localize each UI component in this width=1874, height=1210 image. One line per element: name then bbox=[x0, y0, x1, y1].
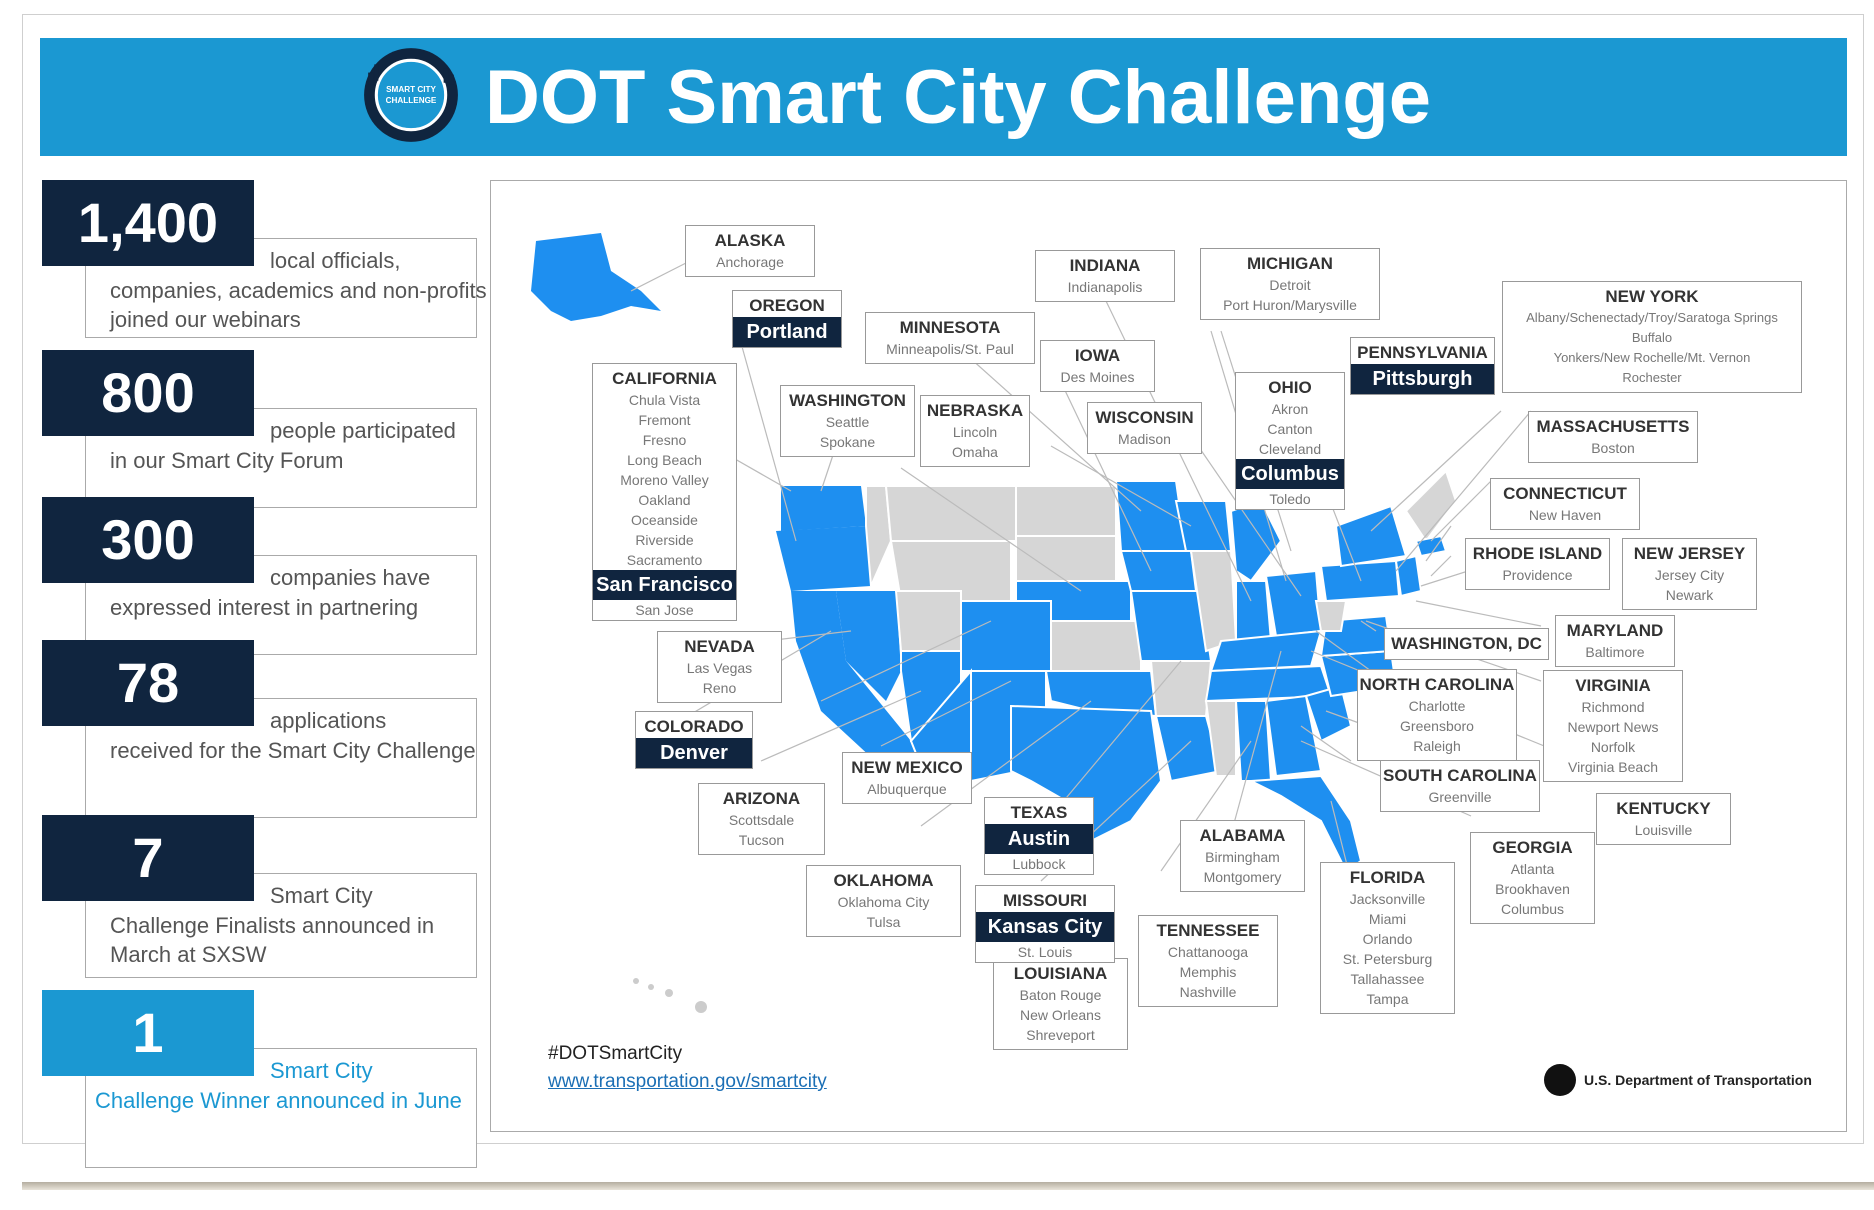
state-label-new-mexico bbox=[842, 752, 972, 804]
state-label-arizona bbox=[698, 783, 825, 855]
state-label-colorado bbox=[635, 711, 753, 769]
state-name: RHODE ISLAND bbox=[1472, 544, 1603, 563]
city-name: Baltimore bbox=[1585, 644, 1645, 660]
state-label-iowa bbox=[1040, 340, 1155, 392]
city-name: Scottsdale bbox=[728, 812, 795, 828]
city-name: Moreno Valley bbox=[620, 472, 709, 488]
state-label-washington bbox=[780, 385, 915, 457]
finalist-city: San Francisco bbox=[593, 570, 736, 600]
state-name: NEW YORK bbox=[1605, 287, 1699, 306]
city-name: Atlanta bbox=[1510, 861, 1555, 877]
city-name: Montgomery bbox=[1203, 869, 1282, 885]
agency-name: U.S. Department of Transportation bbox=[1584, 1072, 1812, 1088]
stat-text-rest: expressed interest in partnering bbox=[110, 595, 419, 620]
state-label-missouri bbox=[975, 885, 1115, 963]
state-name: GEORGIA bbox=[1492, 838, 1573, 857]
stat-number: 1,400 bbox=[42, 180, 254, 266]
city-name: Tulsa bbox=[866, 914, 901, 930]
city-name: Yonkers/New Rochelle/Mt. Vernon bbox=[1553, 350, 1751, 365]
state-label-california bbox=[592, 363, 737, 621]
state-name: MINNESOTA bbox=[899, 318, 1001, 337]
city-name: Detroit bbox=[1269, 277, 1311, 293]
state-name: TEXAS bbox=[1010, 803, 1068, 822]
city-name: Toledo bbox=[1269, 491, 1311, 507]
city-name: Akron bbox=[1271, 401, 1309, 417]
city-name: Spokane bbox=[819, 434, 876, 450]
city-name: Baton Rouge bbox=[1019, 987, 1102, 1003]
city-name: St. Louis bbox=[1017, 944, 1073, 960]
state-name: INDIANA bbox=[1069, 256, 1141, 275]
hawaii-shape bbox=[633, 978, 707, 1013]
state-name: OREGON bbox=[749, 296, 825, 315]
city-name: Brookhaven bbox=[1495, 881, 1570, 897]
city-name: Charlotte bbox=[1408, 698, 1466, 714]
finalist-city: Columbus bbox=[1236, 459, 1344, 489]
city-name: San Jose bbox=[635, 602, 694, 618]
city-name: Reno bbox=[702, 680, 737, 696]
stat-text-first: applications bbox=[270, 708, 387, 733]
city-name: Oklahoma City bbox=[837, 894, 930, 910]
city-name: Long Beach bbox=[627, 452, 702, 468]
city-name: Newport News bbox=[1567, 719, 1659, 735]
page-title: DOT Smart City Challenge bbox=[485, 55, 1431, 140]
city-name: Nashville bbox=[1179, 984, 1237, 1000]
state-label-connecticut bbox=[1490, 478, 1640, 530]
state-name: KENTUCKY bbox=[1616, 799, 1711, 818]
city-name: Norfolk bbox=[1590, 739, 1636, 755]
stat-text-rest: Challenge Finalists announced in March at SXSW bbox=[110, 913, 435, 967]
city-name: Richmond bbox=[1581, 699, 1645, 715]
state-label-north-carolina bbox=[1357, 669, 1517, 761]
city-name: Chattanooga bbox=[1167, 944, 1249, 960]
state-name: MARYLAND bbox=[1566, 621, 1664, 640]
finalist-city: Pittsburgh bbox=[1351, 364, 1494, 394]
state-name: MISSOURI bbox=[1002, 891, 1088, 910]
city-name: Fremont bbox=[638, 412, 691, 428]
state-label-new-york bbox=[1502, 281, 1802, 393]
city-name: Tampa bbox=[1366, 991, 1409, 1007]
smart-city-logo-icon bbox=[360, 44, 462, 146]
city-name: Providence bbox=[1502, 567, 1573, 583]
state-label-wisconsin bbox=[1087, 402, 1202, 454]
state-label-indiana bbox=[1035, 250, 1175, 302]
city-name: Buffalo bbox=[1631, 330, 1673, 345]
stat-number: 7 bbox=[42, 815, 254, 901]
state-name: OHIO bbox=[1268, 378, 1312, 397]
city-name: Chula Vista bbox=[628, 392, 701, 408]
state-label-ohio bbox=[1235, 372, 1345, 510]
state-name: TENNESSEE bbox=[1156, 921, 1260, 940]
finalist-city: Austin bbox=[985, 824, 1093, 854]
stat-number: 1 bbox=[42, 990, 254, 1076]
stat-number: 78 bbox=[42, 640, 254, 726]
city-name: Lincoln bbox=[952, 424, 998, 440]
state-name: VIRGINIA bbox=[1575, 676, 1651, 695]
city-name: Albuquerque bbox=[867, 781, 947, 797]
state-label-kentucky bbox=[1596, 793, 1731, 845]
city-name: Fresno bbox=[642, 432, 687, 448]
state-name: IOWA bbox=[1074, 346, 1121, 365]
state-label-new-jersey bbox=[1622, 538, 1757, 610]
state-label-maryland bbox=[1555, 615, 1675, 667]
city-name: Louisville bbox=[1634, 822, 1693, 838]
city-name: Orlando bbox=[1362, 931, 1413, 947]
city-name: Seattle bbox=[825, 414, 870, 430]
state-label-louisiana bbox=[993, 958, 1128, 1050]
state-label-nebraska bbox=[920, 395, 1030, 467]
finalist-city: Denver bbox=[636, 738, 752, 768]
state-label-massachusetts bbox=[1528, 411, 1698, 463]
city-name: Indianapolis bbox=[1067, 279, 1143, 295]
state-label-alabama bbox=[1180, 820, 1305, 892]
city-name: Virginia Beach bbox=[1567, 759, 1659, 775]
city-name: Greensboro bbox=[1400, 718, 1474, 734]
stat-text-rest: in our Smart City Forum bbox=[110, 448, 344, 473]
state-name: SOUTH CAROLINA bbox=[1383, 766, 1537, 785]
state-name: ARIZONA bbox=[722, 789, 801, 808]
state-name: NORTH CAROLINA bbox=[1359, 675, 1515, 694]
state-name: COLORADO bbox=[644, 717, 744, 736]
city-name: Jersey City bbox=[1654, 567, 1725, 583]
stat-text-rest: Challenge Winner announced in June bbox=[95, 1088, 462, 1113]
stat-text-rest: received for the Smart City Challenge bbox=[110, 738, 476, 763]
hashtag: #DOTSmartCity bbox=[548, 1043, 683, 1064]
state-label-south-carolina bbox=[1380, 760, 1540, 812]
usdot-logo-icon bbox=[1544, 1064, 1576, 1096]
alaska-shape bbox=[531, 233, 661, 321]
svg-text:CHALLENGE: CHALLENGE bbox=[385, 96, 437, 106]
state-name: CONNECTICUT bbox=[1503, 484, 1627, 503]
city-name: Tucson bbox=[738, 832, 785, 848]
state-name: PENNSYLVANIA bbox=[1357, 343, 1488, 362]
city-name: Birmingham bbox=[1205, 849, 1280, 865]
state-label-michigan bbox=[1200, 248, 1380, 320]
state-label-nevada bbox=[657, 631, 782, 703]
city-name: Newark bbox=[1665, 587, 1714, 603]
state-name: CALIFORNIA bbox=[612, 369, 717, 388]
state-name: ALASKA bbox=[714, 231, 786, 250]
stat-text-rest: companies, academics and non-profits joined our webinars bbox=[110, 278, 487, 332]
city-name: Raleigh bbox=[1413, 738, 1461, 754]
city-name: Des Moines bbox=[1060, 369, 1135, 385]
state-label-tennessee bbox=[1138, 915, 1278, 1007]
state-name: MICHIGAN bbox=[1247, 254, 1333, 273]
city-name: Anchorage bbox=[716, 254, 784, 270]
finalist-city: Kansas City bbox=[976, 912, 1114, 942]
state-name: NEW MEXICO bbox=[851, 758, 963, 777]
state-label-oklahoma bbox=[806, 865, 961, 937]
city-name: Minneapolis/St. Paul bbox=[886, 341, 1014, 357]
state-name: WASHINGTON bbox=[789, 391, 906, 410]
city-name: New Orleans bbox=[1020, 1007, 1101, 1023]
stat-text-first: companies have bbox=[270, 565, 431, 590]
city-name: Jacksonville bbox=[1349, 891, 1426, 907]
city-name: Riverside bbox=[635, 532, 694, 548]
state-name: WISCONSIN bbox=[1095, 408, 1194, 427]
smartcity-link[interactable]: www.transportation.gov/smartcity bbox=[548, 1071, 827, 1092]
city-name: Cleveland bbox=[1258, 441, 1322, 457]
state-name: ALABAMA bbox=[1199, 826, 1286, 845]
city-name: New Haven bbox=[1528, 507, 1602, 523]
stat-number: 300 bbox=[42, 497, 254, 583]
city-name: Omaha bbox=[952, 444, 998, 460]
city-name: Memphis bbox=[1179, 964, 1237, 980]
city-name: Madison bbox=[1118, 431, 1171, 447]
city-name: Miami bbox=[1368, 911, 1407, 927]
state-label-pennsylvania bbox=[1350, 337, 1495, 395]
state-name: OKLAHOMA bbox=[833, 871, 934, 890]
city-name: Shreveport bbox=[1026, 1027, 1095, 1043]
city-name: Canton bbox=[1267, 421, 1313, 437]
state-label-minnesota bbox=[865, 312, 1035, 364]
state-name: MASSACHUSETTS bbox=[1536, 417, 1690, 436]
stat-text-first: local officials, bbox=[270, 248, 401, 273]
svg-text:SMART CITY: SMART CITY bbox=[386, 84, 436, 94]
city-name: Lubbock bbox=[1012, 856, 1066, 872]
state-name: NEBRASKA bbox=[926, 401, 1024, 420]
state-label-oregon bbox=[732, 290, 842, 348]
city-name: Oakland bbox=[638, 492, 691, 508]
state-label-texas bbox=[984, 797, 1094, 875]
state-name: LOUISIANA bbox=[1013, 964, 1108, 983]
stat-text-first: Smart City bbox=[270, 883, 373, 908]
state-name: FLORIDA bbox=[1349, 868, 1426, 887]
city-name: Tallahassee bbox=[1350, 971, 1425, 987]
city-name: Sacramento bbox=[626, 552, 703, 568]
state-label-georgia bbox=[1470, 832, 1595, 924]
finalist-city: Portland bbox=[733, 317, 841, 347]
state-name: NEW JERSEY bbox=[1633, 544, 1746, 563]
city-name: St. Petersburg bbox=[1342, 951, 1433, 967]
stat-text-first: Smart City bbox=[270, 1058, 373, 1083]
city-name: Port Huron/Marysville bbox=[1223, 297, 1357, 313]
state-label-alaska bbox=[685, 225, 815, 277]
city-name: Rochester bbox=[1622, 370, 1682, 385]
city-name: Oceanside bbox=[631, 512, 698, 528]
state-label-florida bbox=[1320, 862, 1455, 1014]
state-label-virginia bbox=[1543, 670, 1683, 782]
city-name: Greenville bbox=[1428, 789, 1492, 805]
stat-number: 800 bbox=[42, 350, 254, 436]
state-label-rhode-island bbox=[1465, 538, 1610, 590]
city-name: Boston bbox=[1591, 440, 1635, 456]
city-name: Albany/Schenectady/Troy/Saratoga Springs bbox=[1526, 310, 1778, 325]
city-name: Las Vegas bbox=[686, 660, 753, 676]
state-name: WASHINGTON, DC bbox=[1391, 634, 1542, 653]
state-name: NEVADA bbox=[684, 637, 755, 656]
bottom-strip bbox=[22, 1182, 1874, 1190]
city-name: Columbus bbox=[1500, 901, 1565, 917]
state-label-washington-dc bbox=[1384, 628, 1549, 660]
stat-text-first: people participated bbox=[270, 418, 456, 443]
